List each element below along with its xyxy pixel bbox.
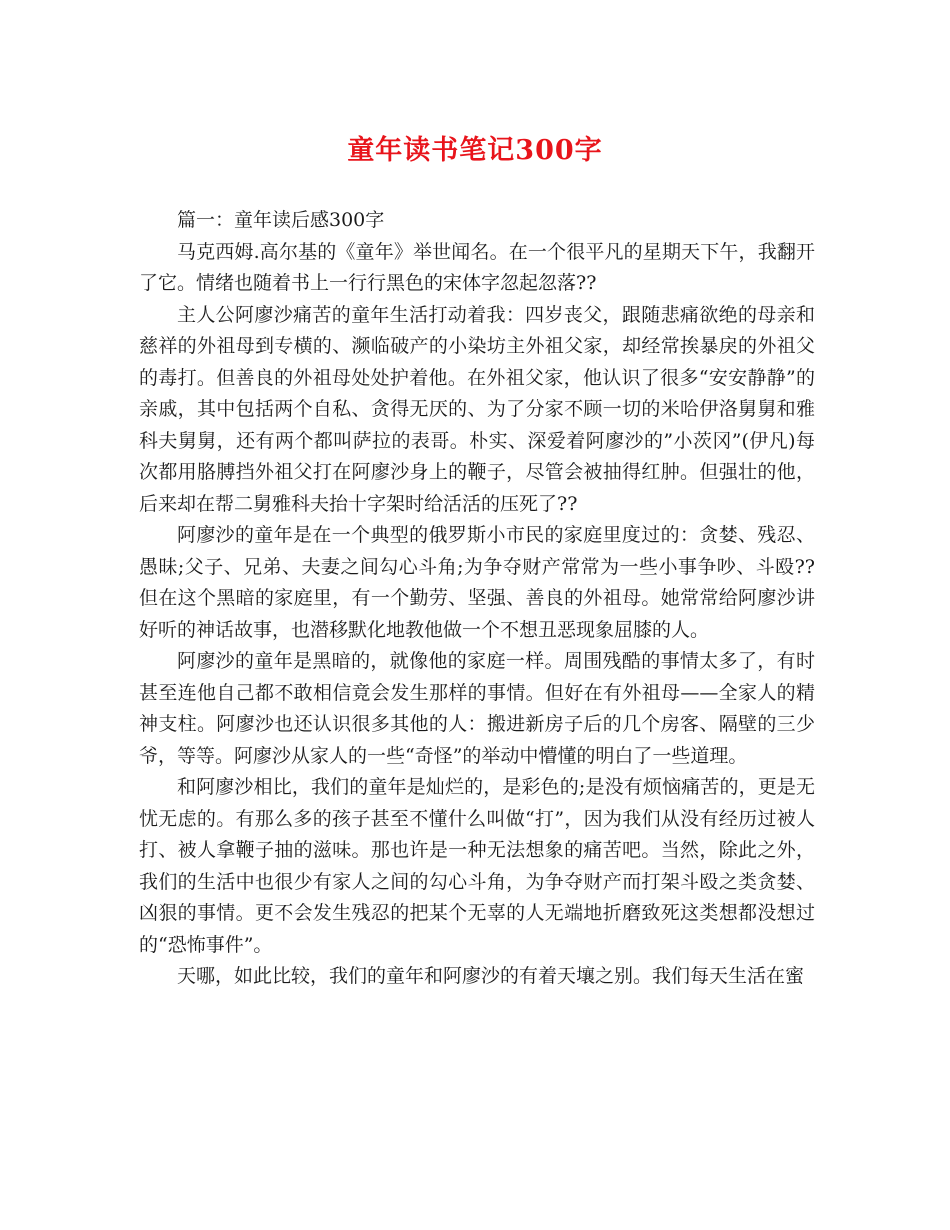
- paragraph: 阿廖沙的童年是黑暗的，就像他的家庭一样。周围残酷的事情太多了，有时甚至连他自己都不敢相信竟会发生那样的事情。但好在有外祖母——全家人的精神支柱。阿廖沙也还认识很多其他的人：搬进新房子后的几个房客、隔壁的三少爷，等等。阿廖沙从家人的一些“奇怪”的举动中懵懂的明白了一些道理。: [139, 650, 815, 767]
- paragraph: 和阿廖沙相比，我们的童年是灿烂的，是彩色的;是没有烦恼痛苦的，更是无忧无虑的。有那么多的孩子甚至不懂什么叫做“打”，因为我们从没有经历过被人打、被人拿鞭子抽的滋味。那也许是一种无法想象的痛苦吧。当然，除此之外，我们的生活中也很少有家人之间的勾心斗角，为争夺财产而打架斗殴之类贪婪、凶狠的事情。更不会发生残忍的把某个无辜的人无端地折磨致死这类想都没想过的“恐怖事件”。: [139, 776, 815, 956]
- paragraph: 阿廖沙的童年是在一个典型的俄罗斯小市民的家庭里度过的：贪婪、残忍、愚昧;父子、兄弟、夫妻之间勾心斗角;为争夺财产常常为一些小事争吵、斗殴??但在这个黑暗的家庭里，有一个勤劳、坚强、善良的外祖母。她常常给阿廖沙讲好听的神话故事，也潜移默化地教他做一个不想丑恶现象屈膝的人。: [139, 524, 815, 641]
- page-title: 童年读书笔记300字: [347, 135, 603, 166]
- paragraph: 主人公阿廖沙痛苦的童年生活打动着我：四岁丧父，跟随悲痛欲绝的母亲和慈祥的外祖母到专横的、濒临破产的小染坊主外祖父家，却经常挨暴戾的外祖父的毒打。但善良的外祖母处处护着他。在外祖父家，他认识了很多“安安静静”的亲戚，其中包括两个自私、贪得无厌的、为了分家不顾一切的米哈伊洛舅舅和雅科夫舅舅，还有两个都叫萨拉的表哥。朴实、深爱着阿廖沙的”小茨冈”(伊凡)每次都用胳膊挡外祖父打在阿廖沙身上的鞭子，尽管会被抽得红肿。但强壮的他，后来却在帮二舅雅科夫抬十字架时给活活的压死了??: [139, 303, 815, 515]
- document-body: [139, 205, 815, 993]
- paragraph: 天哪，如此比较，我们的童年和阿廖沙的有着天壤之别。我们每天生活在蜜: [177, 965, 805, 987]
- paragraph: 马克西姆.高尔基的《童年》举世闻名。在一个很平凡的星期天下午，我翻开了它。情绪也随着书上一行行黑色的宋体字忽起忽落??: [139, 240, 815, 294]
- section-subtitle: 篇一：童年读后感300字: [177, 209, 385, 231]
